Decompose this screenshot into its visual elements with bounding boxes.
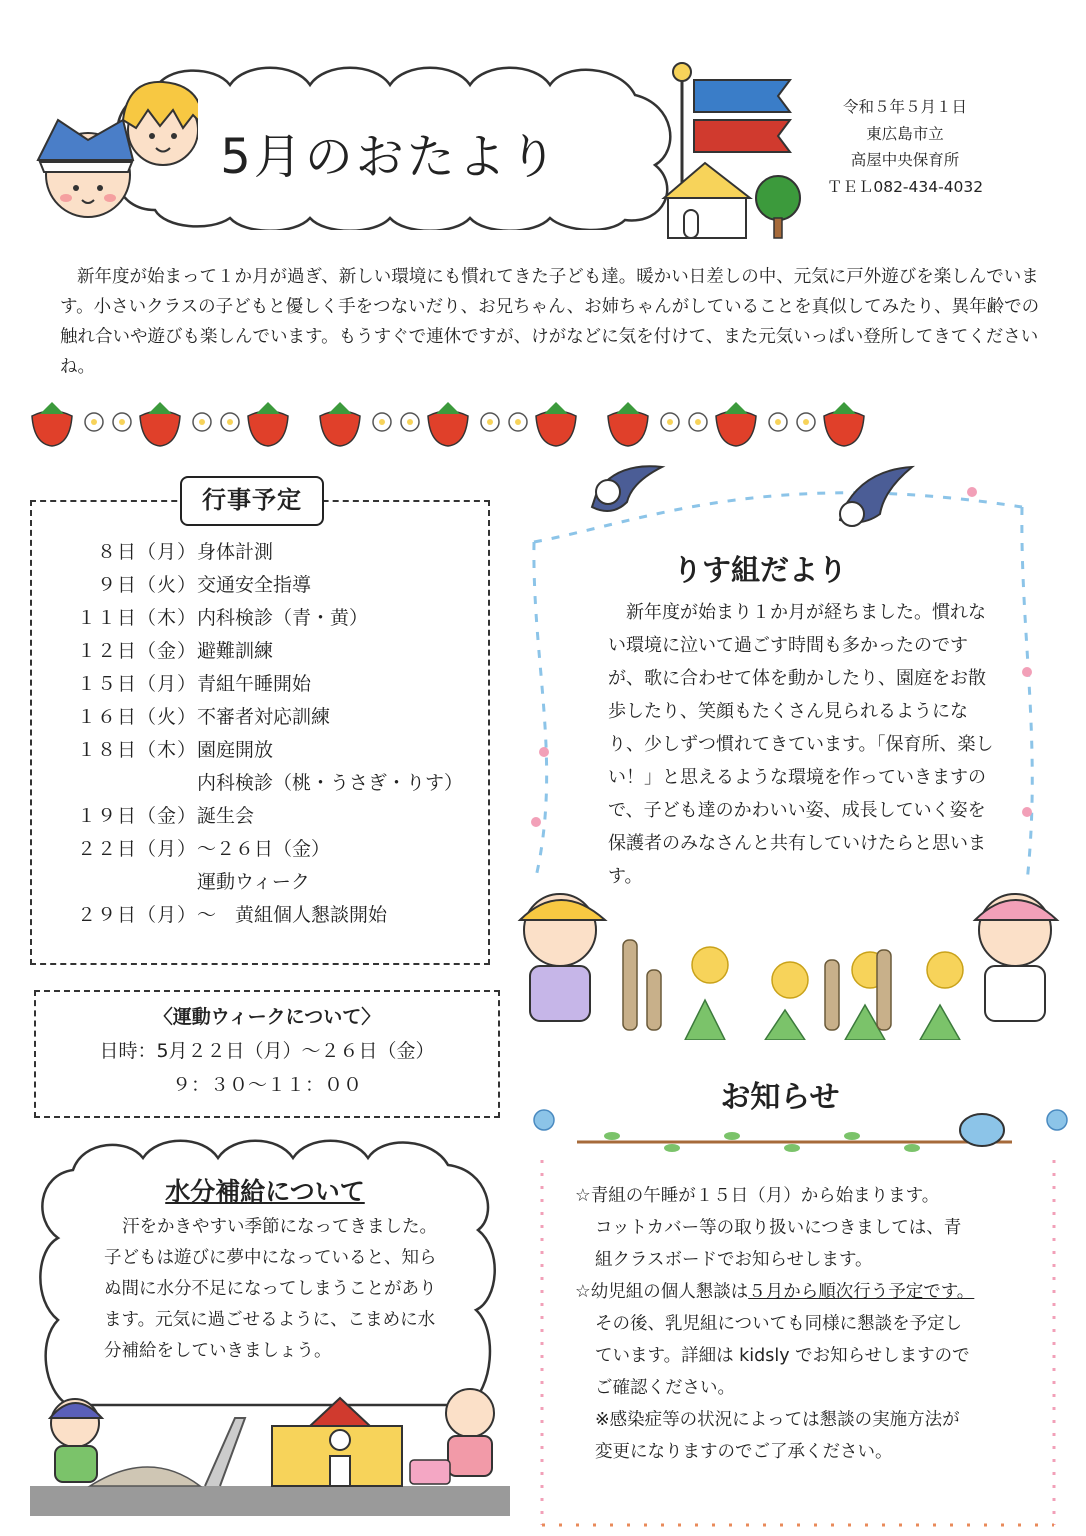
schedule-date: ２２日（月）	[76, 838, 197, 860]
schedule-event: 青組午睡開始	[197, 673, 312, 695]
notice-body	[575, 1180, 1035, 1468]
strawberry-icon	[248, 402, 288, 446]
strawberry-icon	[320, 402, 360, 446]
flower-icon	[481, 413, 499, 431]
schedule-date: ８日（月）	[96, 541, 197, 563]
flower-icon	[401, 413, 419, 431]
risu-title: りす組だより	[672, 553, 847, 587]
swallow-icon	[840, 467, 912, 526]
schedule-row	[62, 668, 492, 701]
sports-week-title: 〈運動ウィークについて〉	[153, 1006, 381, 1028]
schedule-event: ～ 黄組個人懇談開始	[197, 904, 388, 926]
schedule-event: 不審者対応訓練	[197, 706, 331, 728]
phone-number: ＴＥＬ082-434-4032	[826, 177, 984, 196]
strawberry-icon	[608, 402, 648, 446]
notice-title: お知らせ	[720, 1080, 840, 1115]
page-title: 5月のおたより	[220, 129, 560, 185]
notice-line: コットカバー等の取り扱いにつきましては、青	[595, 1218, 962, 1238]
strawberry-icon	[536, 402, 576, 446]
schedule-title: 行事予定	[180, 476, 324, 526]
schedule-row	[62, 866, 492, 899]
schedule-event: 園庭開放	[197, 739, 274, 761]
schedule-row	[62, 701, 492, 734]
schedule-event: 誕生会	[197, 805, 255, 827]
notice-line: その後、乳児組についても同様に懇談を予定し	[595, 1314, 963, 1334]
notice-line: ご確認ください。	[595, 1378, 735, 1398]
notice-line: ☆青組の午睡が１５日（月）から始まります。	[575, 1186, 940, 1206]
schedule-date: １２日（金）	[76, 640, 197, 662]
schedule-date: １５日（月）	[76, 673, 197, 695]
koinobori-icon	[660, 58, 810, 243]
schedule-date: １６日（火）	[76, 706, 197, 728]
schedule-date: １１日（木）	[76, 607, 197, 629]
schedule-date: １８日（木）	[76, 739, 197, 761]
swallow-icon	[592, 466, 662, 511]
risu-body: 新年度が始まり１か月が経ちました。慣れない環境に泣いて過ごす時間も多かったのですが、歌に合わせて体を動かしたり、園庭をお散歩したり、笑顔もたくさん見られるようになり、少しずつ慣れてきています。「保育所、楽しい！」と思えるような環境を作っていきますので、子ども達のかわいい姿、成長していく姿を保護者のみなさんと共有していけたらと思います。	[608, 602, 994, 887]
flower-icon	[221, 413, 239, 431]
schedule-event: 内科検診（桃・うさぎ・りす）	[197, 772, 464, 794]
flower-icon	[373, 413, 391, 431]
schedule-row	[62, 569, 492, 602]
schedule-row	[62, 767, 492, 800]
schedule-event: 身体計測	[197, 541, 274, 563]
schedule-event: 避難訓練	[197, 640, 274, 662]
schedule-row	[62, 734, 492, 767]
schedule-row	[62, 899, 492, 932]
strawberry-border	[20, 396, 1070, 448]
dandelion-icon	[505, 880, 1065, 1040]
schedule-date: ９日（火）	[96, 574, 197, 596]
schedule-event: 交通安全指導	[197, 574, 312, 596]
strawberry-icon	[428, 402, 468, 446]
issuer-block	[810, 94, 1000, 200]
flower-icon	[661, 413, 679, 431]
intro-paragraph: 新年度が始まって１か月が過ぎ、新しい環境にも慣れてきた子ども達。暖かい日差しの中、元気に戸外遊びを楽しんでいます。小さいクラスの子どもと優しく手をつないだり、お兄ちゃん、お姉ちゃんがしていることを真似してみたり、異年齢での触れ合いや遊びも楽しんでいます。もうすぐで連休ですが、けがなどに気を付けて、また元気いっぱい登所してきてくださいね。	[60, 267, 1040, 377]
bluebird-icon	[952, 1100, 1004, 1146]
flower-icon	[193, 413, 211, 431]
sports-week-time: ９：３０～１１：００	[171, 1074, 362, 1096]
school-name: 高屋中央保育所	[850, 151, 960, 169]
schedule-event: 運動ウィーク	[197, 871, 310, 893]
schedule-row	[62, 536, 492, 569]
schedule-date: ２９日（月）	[76, 904, 197, 926]
schedule-event: ～２６日（金）	[197, 838, 331, 860]
strawberry-icon	[32, 402, 72, 446]
water-body: 汗をかきやすい季節になってきました。子どもは遊びに夢中になっていると、知らぬ間に水分不足になってしまうことがあります。元気に過ごせるように、こまめに水分補給をしていきましょう。	[104, 1217, 437, 1361]
schedule-date	[62, 767, 197, 800]
notice-line	[575, 1276, 1035, 1308]
flower-icon	[85, 413, 103, 431]
notice-line: 組クラスボードでお知らせします。	[595, 1250, 873, 1270]
water-title: 水分補給について	[165, 1177, 365, 1206]
schedule-list	[62, 536, 492, 932]
flower-icon	[113, 413, 131, 431]
schedule-row	[62, 800, 492, 833]
issue-date: 令和５年５月１日	[842, 98, 967, 116]
sports-week-text	[34, 1000, 500, 1102]
schedule-row	[62, 602, 492, 635]
child-face-icon	[28, 40, 198, 220]
schedule-row	[62, 833, 492, 866]
strawberry-icon	[716, 402, 756, 446]
flower-icon	[689, 413, 707, 431]
playground-icon	[30, 1378, 510, 1518]
schedule-event: 内科検診（青・黄）	[197, 607, 369, 629]
schedule-row	[62, 635, 492, 668]
flower-icon	[769, 413, 787, 431]
flower-icon	[509, 413, 527, 431]
strawberry-icon	[824, 402, 864, 446]
notice-line: ています。詳細は kidsly でお知らせしますので	[595, 1346, 970, 1366]
schedule-date: １９日（金）	[76, 805, 197, 827]
city-name: 東広島市立	[866, 124, 944, 143]
sports-week-date: 日時：5月２２日（月）～２６日（金）	[99, 1040, 435, 1062]
notice-line-part: ☆幼児組の個人懇談は	[575, 1282, 749, 1302]
schedule-date	[62, 866, 197, 899]
notice-line-underlined: ５月から順次行う予定です。	[748, 1282, 975, 1302]
notice-line: ※感染症等の状況によっては懇談の実施方法が	[595, 1410, 960, 1430]
notice-line: 変更になりますのでご了承ください。	[595, 1442, 893, 1462]
strawberry-icon	[140, 402, 180, 446]
flower-icon	[797, 413, 815, 431]
